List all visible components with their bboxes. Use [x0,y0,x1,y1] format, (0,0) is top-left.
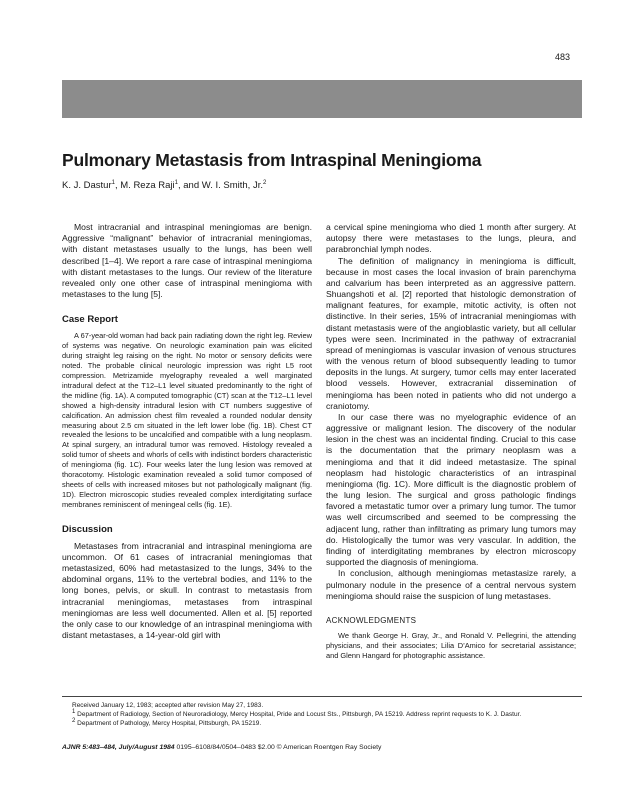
affil-text: Department of Pathology, Mercy Hospital, Pittsburgh, PA 15219. [77,720,262,728]
author-separator: , [114,180,121,191]
author-name: M. Reza Raji [120,180,175,191]
journal-cite: AJNR 5:483–484, July/August 1984 [62,744,175,751]
left-column [62,222,312,641]
acknowledgments-paragraph: We thank George H. Gray, Jr., and Ronald V. Pellegrini, the attending physicians, and their associates; Lilia D’Amico for secretarial assistance; and Glenn Hangard for photographic assistance. [326,630,576,660]
header-banner [62,80,582,118]
case-report-paragraph: A 67-year-old woman had back pain radiating down the right leg. Review of systems was negative. On neurologic examination pain was elicited during straight leg raising on the right. No motor or sensory deficits were noted. The probable clinical neurologic impression was right L5 root compression. Metrizamide myelography revealed a well marginated intradural defect at the T12–L1 level situated predominantly to the right of the midline (fig. 1A). A computed tomographic (CT) scan at the T12–L1 level showed a high-density intradural lesion with CT numbers suggestive of calcification. An admission chest film revealed a rounded nodular density measuring about 2.5 cm situated in the left lower lobe (fig. 1B). Chest CT revealed the lesions to be uncalcified and compatible with a lung neoplasm. At spinal surgery, an intradural tumor was removed. Histology revealed a solid tumor of sheets and whorls of cells with indistinct borders characteristic of meningioma (fig. 1C). Four weeks later the lung lesion was removed at thoracotomy. Histologic examination revealed a solid tumor composed of sheets of cells with increased mitoses but not pathologically malignant (fig. 1D). Electron microscopic studies revealed complex interdigitating surface membranes reminiscent of meningeal cells (fig. 1E). [62,331,312,509]
affil-mark: 2 [72,718,76,725]
author-affil-mark: 2 [262,179,267,186]
right-column [326,222,576,661]
acknowledgments-heading: ACKNOWLEDGMENTS [326,615,417,625]
author-affil-mark: 1 [174,179,178,186]
discussion-paragraph-3: In our case there was no myelographic evidence of an aggressive or malignant lesion. The discovery of the nodular lesion in the chest was an incidental finding. Crucial to this case is the documentation that the primary neoplasm was a meningioma and that it did indeed metastasize. The spinal neoplasm had histologic characteristics of an intraspinal meningioma (fig. 1C). More difficult is the diagnostic problem of the lung lesion. The surgical and gross pathologic findings favored a metastatic tumor over a primary lung tumor. The tumor was well circumscribed and seemed to be compressing the adjacent lung, rather than infiltrating as primary lung tumors may do. Histologically the tumor was very vascular. In addition, the finding of interdigitating membranes by electron microscopy supported the diagnosis of meningioma. [326,411,576,568]
journal-rest: 0195–6108/84/0504–0483 $2.00 © American Roentgen Ray Society [174,744,382,751]
author-list [62,180,582,191]
author-name: W. I. Smith, Jr. [201,180,263,191]
footnote-rule [62,696,582,697]
affil-text: Department of Radiology, Section of Neuroradiology, Mercy Hospital, Pride and Locust Sts., Pittsburgh, PA 15219. Address reprint requests to K. J. Dastur. [77,711,522,719]
author-affil-mark: 1 [111,179,115,186]
discussion-paragraph-4: In conclusion, although meningiomas metastasize rarely, a pulmonary nodule in the presence of a central nervous system meningioma should raise the suspicion of lung metastases. [326,568,576,601]
discussion-paragraph-1-continued: a cervical spine meningioma who died 1 month after surgery. At autopsy there were metastases to the lungs, pleura, and parabronchial lymph nodes. [326,222,576,255]
affiliation-note [62,710,582,719]
discussion-paragraph-2: The definition of malignancy in meningioma is difficult, because in most cases the local invasion of brain parenchyma and calvarium has been interpreted as an aggressive pattern. Shuangshoti et al. [2] reported that histologic demonstration of malignant features, for example, mitotic activity, is often not distinctive. In their series, 15% of intracranial meningiomas with distant metastasis were of the angioblastic variety, but all cellular types were seen. Incriminated in the pathway of extracranial spread of meningiomas is vascular invasion of venous structures with the venous return of blood subsequently leading to tumor deposits in the lungs. At surgery, tumor cells may enter lacerated blood vessels. However, extracranial dissemination of meningioma has been noted in patients who did not undergo a craniotomy. [326,255,576,411]
affil-mark: 1 [72,709,76,716]
page-number: 483 [554,52,570,62]
author-name: K. J. Dastur [62,180,112,191]
footnotes [62,696,582,729]
affiliation-note [62,719,582,728]
discussion-paragraph-1: Metastases from intracranial and intraspinal meningioma are uncommon. Of 61 cases of intracranial meningiomas that metastasized, 60% had metastasized to the lungs, 34% to the abdominal organs, 11% to the vertebral bodies, and 11% to the long bones, pelvis, or skull. In contrast to metastasis from intracranial meningiomas, metastases from intraspinal meningiomas are less well documented. Allen et al. [5] reported the only case to our knowledge of an intraspinal meningioma with distant metastases, a 14-year-old girl with [62,540,312,641]
discussion-heading: Discussion [62,523,113,535]
author-separator: , and [177,180,202,191]
article-title: Pulmonary Metastasis from Intraspinal Meningioma [62,150,482,170]
intro-paragraph: Most intracranial and intraspinal meningiomas are benign. Aggressive “malignant” behavior of intracranial meningiomas, with distant metastases usually to the lungs, has been well described [1–4]. We report a rare case of intraspinal meningioma with distant metastases to the lungs. Our review of the literature revealed only one other case of intraspinal meningioma with metastases to the lung [5]. [62,222,312,300]
journal-citation [62,744,582,751]
received-note: Received January 12, 1983; accepted after revision May 27, 1983. [72,702,264,709]
case-report-heading: Case Report [62,314,118,326]
